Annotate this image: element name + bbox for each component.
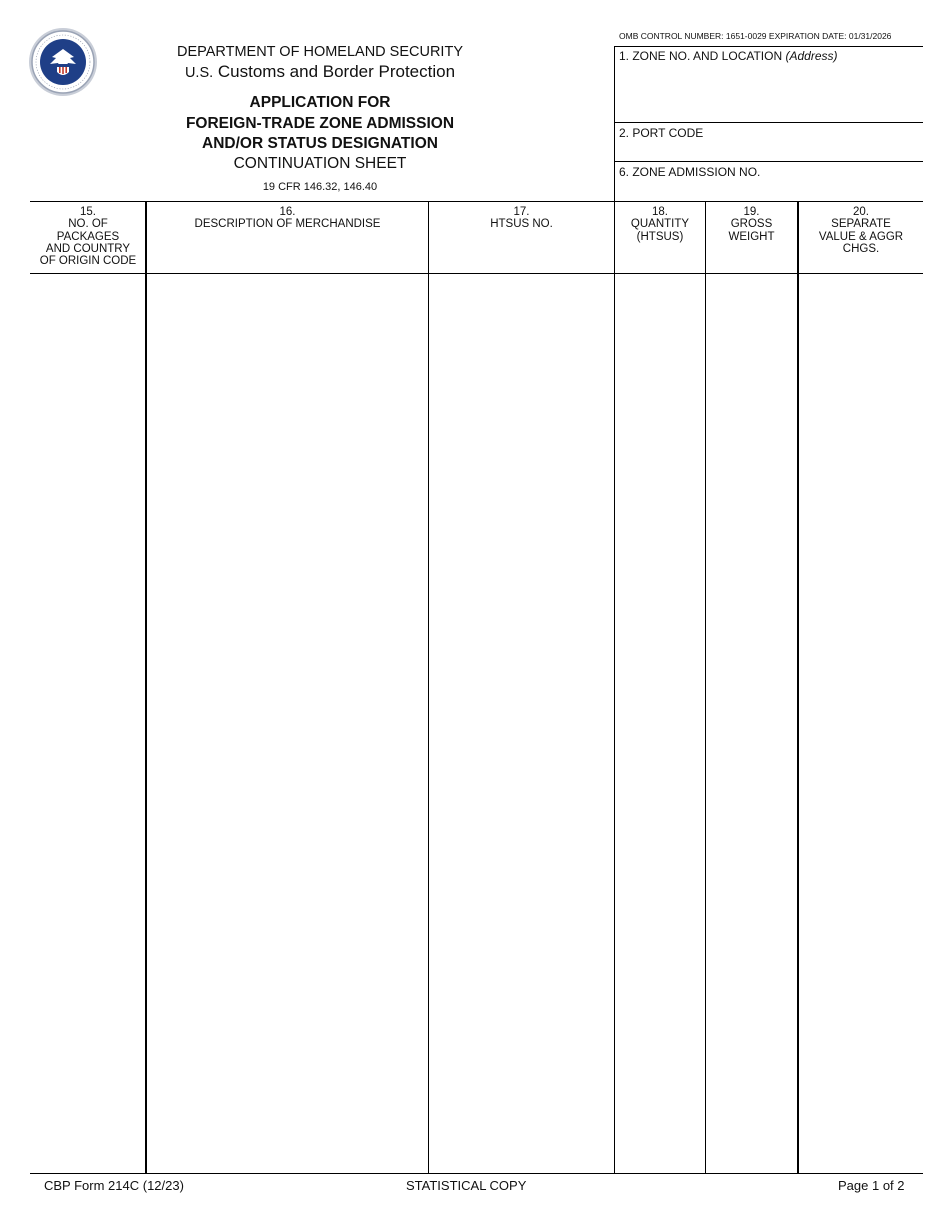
column-label-line: OF ORIGIN CODE (39, 255, 137, 268)
form-title-line: APPLICATION FOR (249, 94, 391, 111)
field-divider (614, 122, 923, 123)
description-column-input[interactable] (147, 274, 428, 1173)
form-id: CBP Form 214C (12/23) (44, 1178, 184, 1193)
gross-weight-column-input[interactable] (706, 274, 797, 1173)
column-number: 16. (279, 206, 296, 218)
column-label-line: GROSS (730, 218, 773, 231)
column-label-line: SEPARATE (831, 218, 891, 231)
copy-type: STATISTICAL COPY (406, 1178, 527, 1193)
column-label-line: (HTSUS) (636, 230, 684, 243)
column-label-line: DESCRIPTION OF MERCHANDISE (194, 218, 381, 231)
dhs-cbp-seal-icon (28, 27, 98, 97)
column-label-line: QUANTITY (630, 218, 690, 231)
column-number: 20. (853, 206, 869, 218)
form-title (130, 93, 510, 155)
form-title-line: FOREIGN-TRADE ZONE ADMISSION (185, 114, 455, 132)
zone-admission-label: 6. ZONE ADMISSION NO. (619, 165, 761, 179)
column-label-line: WEIGHT (728, 230, 775, 243)
zone-location-label: 1. ZONE NO. AND LOCATION (619, 49, 783, 63)
page-number: Page 1 of 2 (838, 1178, 905, 1193)
table-top-rule (30, 201, 923, 202)
column-label-line: VALUE & AGGR (818, 230, 904, 243)
column-number: 19. (743, 206, 760, 218)
column-label-line: HTSUS NO. (490, 218, 553, 231)
omb-control-number: OMB CONTROL NUMBER: 1651-0029 EXPIRATION DATE: 01/31/2026 (619, 31, 892, 41)
column-header-quantity (615, 206, 705, 243)
column-header-packages (30, 206, 146, 267)
packages-column-input[interactable] (30, 274, 145, 1173)
column-label-line: CHGS. (842, 242, 880, 255)
column-label-line: PACKAGES (56, 230, 120, 243)
column-header-htsus (429, 206, 614, 231)
header-divider (614, 46, 615, 202)
port-code-label: 2. PORT CODE (619, 126, 704, 140)
zone-location-hint: (Address) (785, 49, 838, 63)
column-number: 18. (652, 206, 668, 218)
header-rule (614, 46, 923, 47)
port-code-input[interactable] (615, 141, 923, 161)
column-label-line: AND COUNTRY (45, 242, 131, 255)
field-divider (614, 161, 923, 162)
column-header-gross-weight (706, 206, 797, 243)
column-label-line: NO. OF (68, 218, 108, 231)
column-number: 17. (513, 206, 530, 218)
value-column-input[interactable] (799, 274, 923, 1173)
htsus-column-input[interactable] (429, 274, 614, 1173)
quantity-column-input[interactable] (615, 274, 705, 1173)
regulation-reference: 19 CFR 146.32, 146.40 (262, 181, 378, 193)
column-number: 15. (80, 206, 96, 218)
department-name: DEPARTMENT OF HOMELAND SECURITY (176, 44, 463, 60)
agency-name (130, 62, 510, 83)
form-title-line: AND/OR STATUS DESIGNATION (202, 135, 438, 152)
agency-name-text: Customs and Border Protection (217, 62, 456, 81)
table-bottom-rule (30, 1173, 923, 1174)
agency-prefix: U.S. (184, 65, 214, 81)
column-header-description (147, 206, 428, 231)
zone-location-field-label (619, 49, 838, 63)
column-header-value (799, 206, 923, 255)
form-subtitle: CONTINUATION SHEET (233, 155, 407, 172)
zone-location-input[interactable] (615, 62, 923, 122)
zone-admission-input[interactable] (615, 180, 923, 201)
